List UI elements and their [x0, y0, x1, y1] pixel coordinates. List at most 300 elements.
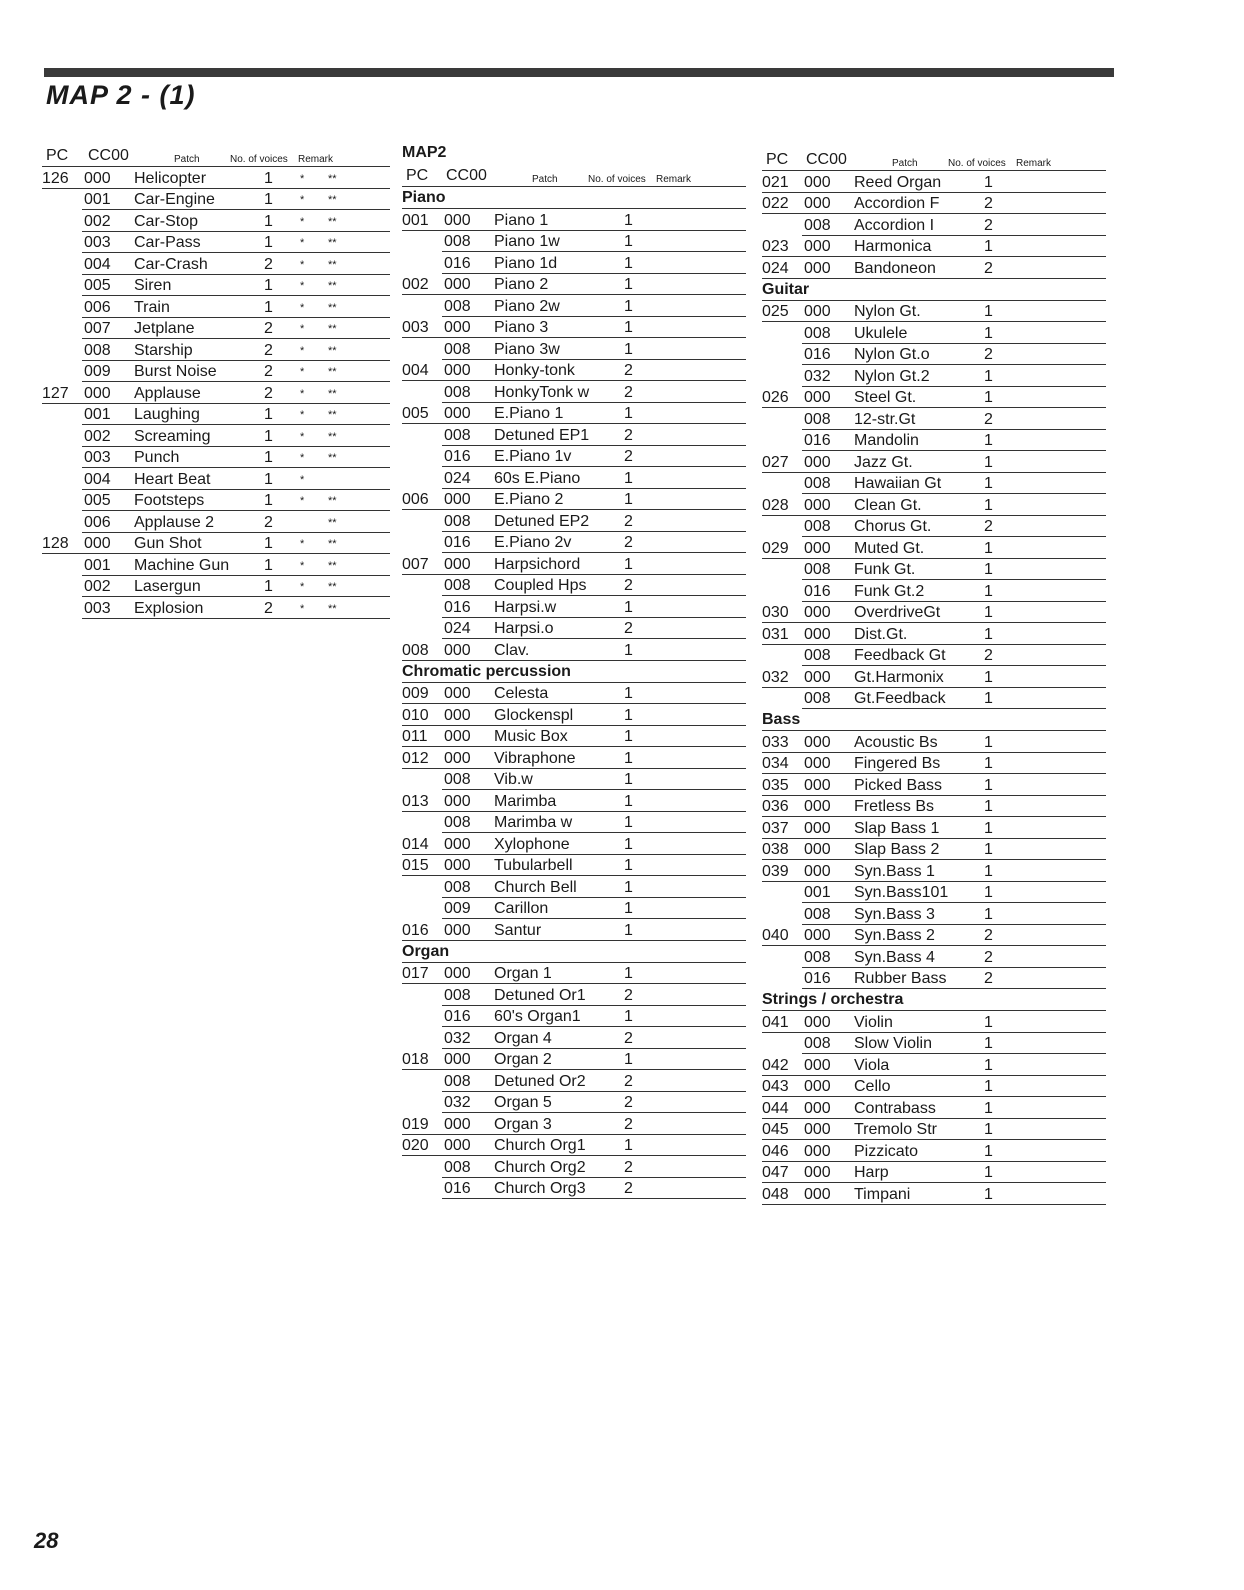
voices-cell: 2	[624, 534, 633, 551]
patch-name: Picked Bass	[854, 776, 943, 794]
table-row	[762, 1119, 1106, 1141]
cc-cell: 008	[444, 577, 471, 594]
patch-name: Organ 5	[494, 1094, 552, 1111]
patch-name: Burst Noise	[134, 363, 217, 380]
pc-cell: 020	[402, 1137, 429, 1154]
table-row	[42, 232, 390, 254]
cc-cell: 016	[444, 1180, 471, 1197]
table-row	[762, 1140, 1106, 1162]
cc-cell: 000	[444, 491, 471, 508]
pc-cell: 046	[762, 1142, 789, 1160]
table-row	[402, 446, 746, 468]
cc-cell: 000	[804, 1185, 831, 1203]
voices-cell: 1	[984, 862, 993, 880]
table-row	[402, 790, 746, 812]
pc-cell: 019	[402, 1115, 429, 1133]
table-row	[402, 360, 746, 382]
cc-cell: 008	[804, 948, 831, 966]
remark-2: **	[328, 495, 337, 507]
table-row	[42, 576, 390, 598]
cc-cell: 000	[804, 173, 831, 191]
patch-name: Dist.Gt.	[854, 625, 908, 643]
voices-cell: 2	[264, 599, 273, 617]
cc-cell: 000	[804, 755, 831, 772]
cc-cell: 000	[804, 862, 831, 880]
table-row	[402, 876, 746, 898]
table-row	[762, 1054, 1106, 1076]
patch-name: Helicopter	[134, 169, 207, 187]
table-row	[402, 317, 746, 339]
table-row	[762, 387, 1106, 409]
patch-name: Cello	[854, 1078, 891, 1095]
voices-cell: 2	[624, 577, 633, 594]
table-row	[42, 167, 390, 189]
voices-cell: 1	[984, 303, 993, 320]
cc-cell: 008	[804, 647, 831, 664]
remark-1: *	[300, 280, 305, 292]
voices-cell: 1	[984, 1056, 993, 1074]
page-title: MAP 2 - (1)	[46, 80, 196, 110]
patch-name: Carillon	[494, 900, 549, 917]
header-remark: Remark	[656, 174, 692, 185]
pc-cell: 005	[402, 405, 429, 422]
remark-2: **	[328, 581, 337, 593]
cc-cell: 000	[804, 668, 831, 686]
table-row	[762, 365, 1106, 387]
cc-cell: 000	[444, 276, 471, 293]
voices-cell: 1	[984, 884, 993, 901]
remark-1: *	[300, 237, 305, 249]
voices-cell: 1	[624, 1008, 633, 1025]
remark-2: **	[328, 323, 337, 335]
table-row	[762, 344, 1106, 366]
column-header	[402, 164, 746, 187]
remark-2: **	[328, 280, 337, 292]
remark-1: *	[300, 495, 305, 507]
table-row	[402, 403, 746, 425]
section-heading: Strings / orchestra	[762, 989, 1106, 1011]
voices-cell: 1	[624, 857, 633, 874]
patch-name: Harp	[854, 1164, 889, 1181]
cc-cell: 000	[84, 384, 111, 402]
voices-cell: 2	[624, 512, 633, 530]
cc-cell: 005	[84, 277, 111, 294]
patch-name: Hawaiian Gt	[854, 475, 942, 492]
cc-cell: 032	[444, 1029, 471, 1047]
cc-cell: 000	[804, 453, 831, 471]
table-row	[762, 1076, 1106, 1098]
pc-cell: 008	[402, 641, 429, 659]
pc-cell: 007	[402, 555, 429, 573]
voices-cell: 1	[624, 1137, 633, 1154]
cc-cell: 000	[444, 792, 471, 810]
voices-cell: 2	[624, 1094, 633, 1111]
voices-cell: 2	[624, 1072, 633, 1090]
patch-name: Vibraphone	[494, 749, 576, 767]
voices-cell: 2	[264, 513, 273, 531]
table-row	[402, 618, 746, 640]
cc-cell: 000	[444, 728, 471, 745]
header-pc: PC	[766, 151, 789, 168]
patch-name: E.Piano 2v	[494, 534, 572, 551]
remark-1: *	[300, 194, 305, 206]
pc-cell: 013	[402, 792, 429, 810]
pc-cell: 127	[42, 384, 69, 402]
column-3	[762, 148, 1106, 1205]
remark-2: **	[328, 215, 337, 228]
table-row	[42, 468, 390, 490]
table-row	[42, 253, 390, 275]
voices-cell: 1	[984, 1121, 993, 1138]
voices-cell: 1	[264, 277, 273, 294]
cc-cell: 004	[84, 255, 111, 273]
column-1	[42, 144, 390, 619]
table-row	[762, 494, 1106, 516]
cc-cell: 000	[804, 1142, 831, 1160]
pc-cell: 037	[762, 819, 789, 837]
table-row	[402, 919, 746, 941]
patch-name: Viola	[854, 1056, 890, 1074]
patch-name: Mandolin	[854, 432, 919, 449]
patch-name: E.Piano 2	[494, 491, 564, 508]
voices-cell: 1	[624, 771, 633, 788]
section-heading: Organ	[402, 941, 746, 963]
table-row	[762, 623, 1106, 645]
table-row	[762, 839, 1106, 861]
patch-name: Fingered Bs	[854, 755, 941, 772]
cc-cell: 008	[444, 340, 471, 358]
table-row	[762, 580, 1106, 602]
voices-cell: 1	[984, 496, 993, 514]
table-row	[402, 252, 746, 274]
voices-cell: 1	[264, 427, 273, 445]
header-remark: Remark	[298, 154, 334, 165]
table-row	[762, 214, 1106, 236]
patch-name: Syn.Bass 3	[854, 905, 935, 923]
cc-cell: 000	[804, 389, 831, 406]
remark-2: **	[328, 387, 337, 400]
header-patch: Patch	[532, 174, 558, 185]
table-row	[42, 511, 390, 533]
table-row	[42, 210, 390, 232]
cc-cell: 000	[804, 1056, 831, 1074]
voices-cell: 1	[984, 690, 993, 707]
voices-cell: 2	[624, 1115, 633, 1133]
voices-cell: 1	[624, 835, 633, 853]
voices-cell: 1	[984, 453, 993, 471]
cc-cell: 016	[804, 582, 831, 600]
cc-cell: 000	[804, 303, 831, 320]
cc-cell: 016	[444, 448, 471, 465]
voices-cell: 1	[984, 1035, 993, 1052]
table-row	[762, 860, 1106, 882]
patch-name: Harpsi.o	[494, 620, 554, 637]
voices-cell: 1	[264, 556, 273, 574]
table-row	[762, 753, 1106, 775]
voices-cell: 1	[624, 921, 633, 939]
table-row	[42, 597, 390, 619]
pc-cell: 031	[762, 625, 789, 643]
table-row	[402, 639, 746, 661]
voices-cell: 1	[984, 539, 993, 557]
cc-cell: 000	[444, 685, 471, 702]
patch-name: Car-Crash	[134, 255, 208, 273]
cc-cell: 008	[444, 771, 471, 788]
cc-cell: 008	[84, 341, 111, 359]
table-row	[402, 683, 746, 705]
table-row	[42, 318, 390, 340]
cc-cell: 003	[84, 234, 111, 251]
section-heading: Piano	[402, 187, 746, 209]
table-row	[402, 726, 746, 748]
patch-name: Piano 2w	[494, 297, 560, 315]
top-rule	[44, 68, 1114, 77]
patch-name: Celesta	[494, 685, 549, 702]
patch-name: Syn.Bass 4	[854, 948, 935, 966]
voices-cell: 1	[624, 685, 633, 702]
cc-cell: 032	[804, 367, 831, 385]
header-remark: Remark	[1016, 158, 1052, 169]
cc-cell: 009	[444, 900, 471, 917]
cc-cell: 008	[444, 426, 471, 444]
cc-cell: 000	[444, 921, 471, 939]
remark-1: *	[300, 366, 305, 378]
voices-cell: 1	[624, 900, 633, 917]
cc-cell: 000	[444, 835, 471, 853]
pc-cell: 041	[762, 1013, 789, 1031]
table-body	[42, 167, 390, 619]
patch-name: Steel Gt.	[854, 389, 917, 406]
voices-cell: 1	[264, 191, 273, 208]
patch-name: Gun Shot	[134, 535, 202, 552]
voices-cell: 1	[984, 389, 993, 406]
table-row	[402, 1027, 746, 1049]
patch-name: Accordion F	[854, 195, 940, 212]
cc-cell: 000	[804, 625, 831, 643]
voices-cell: 1	[984, 561, 993, 578]
pc-cell: 043	[762, 1078, 789, 1095]
table-row	[762, 1162, 1106, 1184]
table-row	[42, 382, 390, 404]
table-row	[402, 898, 746, 920]
pc-cell: 027	[762, 453, 789, 471]
table-row	[402, 295, 746, 317]
header-voices: No. of voices	[948, 158, 1006, 169]
header-cc: CC00	[806, 151, 847, 168]
patch-name: Car-Pass	[134, 234, 201, 251]
cc-cell: 016	[804, 432, 831, 449]
cc-cell: 000	[804, 604, 831, 621]
cc-cell: 000	[804, 1164, 831, 1181]
pc-cell: 001	[402, 211, 429, 229]
voices-cell: 1	[984, 1013, 993, 1031]
voices-cell: 1	[624, 405, 633, 422]
remark-1: *	[300, 409, 305, 421]
table-row	[762, 903, 1106, 925]
map-label: MAP2	[402, 144, 447, 161]
voices-cell: 2	[624, 426, 633, 444]
patch-name: Heart Beat	[134, 470, 211, 488]
table-row	[762, 516, 1106, 538]
patch-name: Train	[134, 298, 170, 316]
patch-name: Organ 2	[494, 1051, 552, 1068]
remark-1: *	[300, 473, 305, 486]
cc-cell: 000	[444, 857, 471, 874]
cc-cell: 000	[804, 195, 831, 212]
header-voices: No. of voices	[588, 174, 646, 185]
patch-name: Syn.Bass 1	[854, 862, 935, 880]
cc-cell: 008	[444, 986, 471, 1004]
patch-name: Accordion I	[854, 216, 935, 234]
table-row	[402, 1156, 746, 1178]
pc-cell: 009	[402, 685, 429, 702]
voices-cell: 2	[624, 620, 633, 637]
cc-cell: 000	[804, 733, 831, 751]
voices-cell: 1	[984, 324, 993, 342]
cc-cell: 000	[804, 496, 831, 514]
patch-name: Laughing	[134, 406, 200, 423]
table-row	[402, 769, 746, 791]
cc-cell: 008	[804, 690, 831, 707]
header-pc: PC	[406, 167, 429, 184]
patch-name: Tremolo Str	[854, 1121, 937, 1138]
cc-cell: 000	[804, 238, 831, 255]
voices-cell: 1	[984, 1099, 993, 1117]
patch-name: 12-str.Gt	[854, 410, 916, 428]
voices-cell: 1	[984, 905, 993, 923]
pc-cell: 023	[762, 238, 789, 255]
table-row	[762, 301, 1106, 323]
table-row	[402, 510, 746, 532]
pc-cell: 035	[762, 776, 789, 794]
table-row	[42, 361, 390, 383]
voices-cell: 1	[984, 1164, 993, 1181]
patch-name: Machine Gun	[134, 556, 230, 574]
voices-cell: 2	[984, 410, 993, 428]
pc-cell: 128	[42, 535, 69, 552]
cc-cell: 000	[804, 539, 831, 557]
voices-cell: 1	[624, 749, 633, 767]
remark-2: **	[328, 430, 337, 443]
patch-name: Marimba	[494, 792, 557, 810]
patch-name: Harmonica	[854, 238, 932, 255]
pc-cell: 024	[762, 259, 789, 277]
voices-cell: 2	[264, 320, 273, 337]
patch-name: Violin	[854, 1013, 893, 1031]
patch-name: Syn.Bass 2	[854, 927, 935, 944]
voices-cell: 1	[264, 234, 273, 251]
voices-cell: 1	[624, 469, 633, 487]
cc-cell: 000	[444, 965, 471, 982]
patch-name: Screaming	[134, 427, 211, 445]
voices-cell: 1	[624, 728, 633, 745]
cc-cell: 000	[444, 405, 471, 422]
patch-name: E.Piano 1v	[494, 448, 572, 465]
remark-2: **	[328, 452, 337, 464]
cc-cell: 000	[804, 1078, 831, 1095]
pc-cell: 032	[762, 668, 789, 686]
voices-cell: 1	[984, 841, 993, 858]
table-row	[762, 430, 1106, 452]
pc-cell: 036	[762, 798, 789, 815]
table-row	[402, 575, 746, 597]
header-cc: CC00	[88, 147, 129, 164]
cc-cell: 000	[804, 1121, 831, 1138]
table-row	[402, 855, 746, 877]
remark-1: *	[300, 602, 305, 615]
table-row	[42, 533, 390, 555]
pc-cell: 029	[762, 539, 789, 557]
patch-name: Xylophone	[494, 835, 570, 853]
table-row	[402, 231, 746, 253]
voices-cell: 2	[264, 341, 273, 359]
patch-name: Clean Gt.	[854, 496, 922, 514]
cc-cell: 006	[84, 298, 111, 316]
pc-cell: 015	[402, 857, 429, 874]
cc-cell: 001	[804, 884, 831, 901]
header-patch: Patch	[892, 158, 918, 169]
table-row	[762, 882, 1106, 904]
voices-cell: 1	[984, 367, 993, 385]
table-row	[402, 274, 746, 296]
cc-cell: 008	[804, 561, 831, 578]
patch-name: Marimba w	[494, 814, 573, 831]
pc-cell: 016	[402, 921, 429, 939]
voices-cell: 1	[984, 1142, 993, 1160]
remark-1: *	[300, 258, 305, 271]
patch-name: Explosion	[134, 599, 204, 617]
table-row	[42, 404, 390, 426]
voices-cell: 1	[624, 254, 633, 272]
patch-name: Slap Bass 2	[854, 841, 940, 858]
pc-cell: 033	[762, 733, 789, 751]
patch-name: Car-Engine	[134, 191, 215, 208]
patch-name: Coupled Hps	[494, 577, 587, 594]
cc-cell: 006	[84, 513, 111, 531]
patch-name: Funk Gt.	[854, 561, 916, 578]
cc-cell: 016	[804, 346, 831, 363]
cc-cell: 000	[444, 555, 471, 573]
patch-name: Bandoneon	[854, 259, 936, 277]
patch-name: Car-Stop	[134, 212, 199, 230]
table-row	[42, 339, 390, 361]
patch-name: Church Org2	[494, 1158, 586, 1176]
cc-cell: 008	[444, 297, 471, 315]
patch-name: Pizzicato	[854, 1142, 919, 1160]
cc-cell: 008	[444, 1072, 471, 1090]
remark-1: *	[300, 559, 305, 572]
cc-cell: 008	[804, 324, 831, 342]
voices-cell: 1	[984, 776, 993, 794]
voices-cell: 1	[984, 755, 993, 772]
pc-cell: 018	[402, 1051, 429, 1068]
patch-name: Nylon Gt.o	[854, 346, 930, 363]
voices-cell: 1	[624, 598, 633, 616]
patch-name: Tubularbell	[494, 857, 573, 874]
table-row	[402, 833, 746, 855]
cc-cell: 000	[804, 798, 831, 815]
cc-cell: 000	[444, 641, 471, 659]
remark-1: *	[300, 323, 305, 335]
pc-cell: 004	[402, 362, 429, 379]
table-row	[402, 553, 746, 575]
cc-cell: 001	[84, 191, 111, 208]
voices-cell: 1	[264, 449, 273, 466]
patch-name: OverdriveGt	[854, 604, 941, 621]
remark-1: *	[300, 172, 305, 185]
pc-cell: 042	[762, 1056, 789, 1074]
table-row	[402, 1135, 746, 1157]
